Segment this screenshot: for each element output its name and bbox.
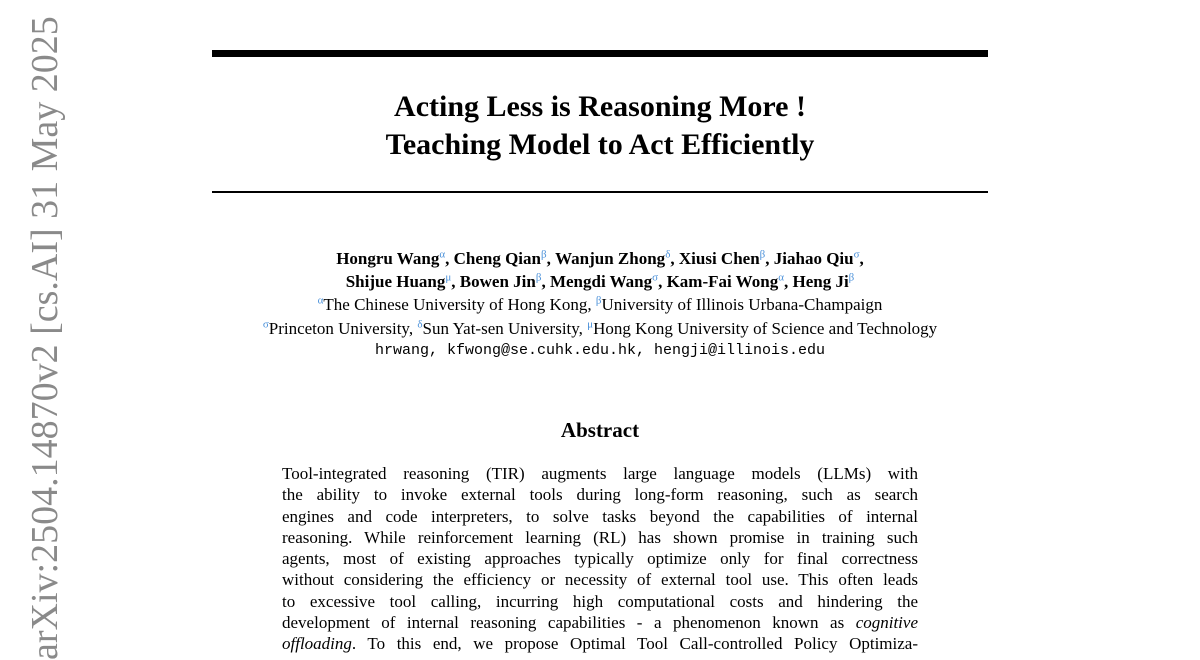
author-name: Heng Ji xyxy=(792,272,849,291)
abstract-line: agents, most of existing approaches typically optimize only for final correctness xyxy=(282,549,918,569)
top-rule xyxy=(212,50,988,57)
author-emails: hrwang, kfwong@se.cuhk.edu.hk, hengji@illinois.edu xyxy=(374,342,826,359)
affiliation-mark: δ xyxy=(417,318,423,331)
author-list-line1: Hongru Wang$^\alpha$, Cheng Qian$^\beta$, Wanjun Zhong$^\delta$, Xiusi Chen$^\beta$, Jiahao Qiu$^\sigma$, xyxy=(336,248,864,268)
author-name: Xiusi Chen xyxy=(678,249,760,268)
author-name: Bowen Jin xyxy=(459,272,536,291)
author-affiliation-mark: α xyxy=(778,271,784,284)
abstract-body xyxy=(282,463,918,655)
abstract-line: without considering the efficiency or necessity of external tool use. This often leads xyxy=(282,570,918,590)
affiliation-name: Princeton University xyxy=(268,319,409,338)
affiliation-name: Hong Kong University of Science and Technology xyxy=(593,319,938,338)
author-name: Hongru Wang xyxy=(336,249,440,268)
title-rule xyxy=(212,191,988,193)
author-affiliation-mark: σ xyxy=(853,248,860,261)
author-name: Wanjun Zhong xyxy=(555,249,666,268)
abstract-line: engines and code interpreters, to solve tasks beyond the capabilities of internal xyxy=(282,506,918,526)
author-affiliation-mark: β xyxy=(848,271,855,284)
abstract-line: to excessive tool calling, incurring high computational costs and hindering the xyxy=(282,591,918,611)
author-name: Mengdi Wang xyxy=(549,272,653,291)
affiliation-name: University of Illinois Urbana-Champaign xyxy=(601,295,883,314)
author-affiliation-mark: β xyxy=(535,271,542,284)
abstract-emphasis: cognitive xyxy=(855,613,918,633)
abstract-line: reasoning. While reinforcement learning (RL) has shown promise in training such xyxy=(282,527,918,547)
author-name: Kam-Fai Wong xyxy=(666,272,779,291)
author-name: Jiahao Qiu xyxy=(773,249,854,268)
arxiv-identifier-sidebar: arXiv:2504.14870v2 [cs.AI] 31 May 2025 xyxy=(24,16,66,660)
abstract-line: Tool-integrated reasoning (TIR) augments large language models (LLMs) with xyxy=(282,464,918,483)
author-affiliation-mark: α xyxy=(439,248,446,261)
paper-title-line1: Acting Less is Reasoning More ! xyxy=(394,90,806,123)
abstract-line xyxy=(282,633,918,654)
affiliation-mark: σ xyxy=(262,318,269,331)
affiliation-line1: $^\alpha$The Chinese University of Hong Kong, $^\beta$University of Illinois Urbana-Champaign xyxy=(317,294,883,314)
author-affiliation-mark: β xyxy=(540,248,547,261)
abstract-text: . To this end, we propose Optimal Tool Call-controlled Policy Optimiza- xyxy=(351,634,918,654)
affiliation-mark: μ xyxy=(587,318,594,331)
abstract-line xyxy=(282,612,918,633)
author-affiliation-mark: σ xyxy=(652,271,659,284)
affiliation-mark: β xyxy=(595,294,602,307)
affiliation-mark: α xyxy=(317,294,324,307)
abstract-emphasis: offloading xyxy=(282,634,352,654)
abstract-text: development of internal reasoning capabilities - a phenomenon known as xyxy=(282,613,856,633)
affiliation-name: The Chinese University of Hong Kong xyxy=(323,295,588,314)
author-list-line2: Shijue Huang$^\mu$, Bowen Jin$^\beta$, Mengdi Wang$^\sigma$, Kam-Fai Wong$^\alpha$, Heng $Ji^\beta$ xyxy=(345,271,855,291)
author-affiliation-mark: δ xyxy=(665,248,671,261)
affiliation-name: Sun Yat-sen University xyxy=(422,319,579,338)
author-affiliation-mark: μ xyxy=(445,271,452,284)
paper-title-line2: Teaching Model to Act Efficiently xyxy=(385,128,815,161)
author-name: Cheng Qian xyxy=(453,249,541,268)
affiliation-line2: $^\sigma$Princeton University, $^\delta$Sun Yat-sen University, $^\mu$Hong Kong University of Science and Technology xyxy=(262,318,938,338)
abstract-heading: Abstract xyxy=(560,418,640,442)
author-name: Shijue Huang xyxy=(345,272,446,291)
abstract-line: the ability to invoke external tools during long-form reasoning, such as search xyxy=(282,485,918,505)
author-affiliation-mark: β xyxy=(759,248,766,261)
